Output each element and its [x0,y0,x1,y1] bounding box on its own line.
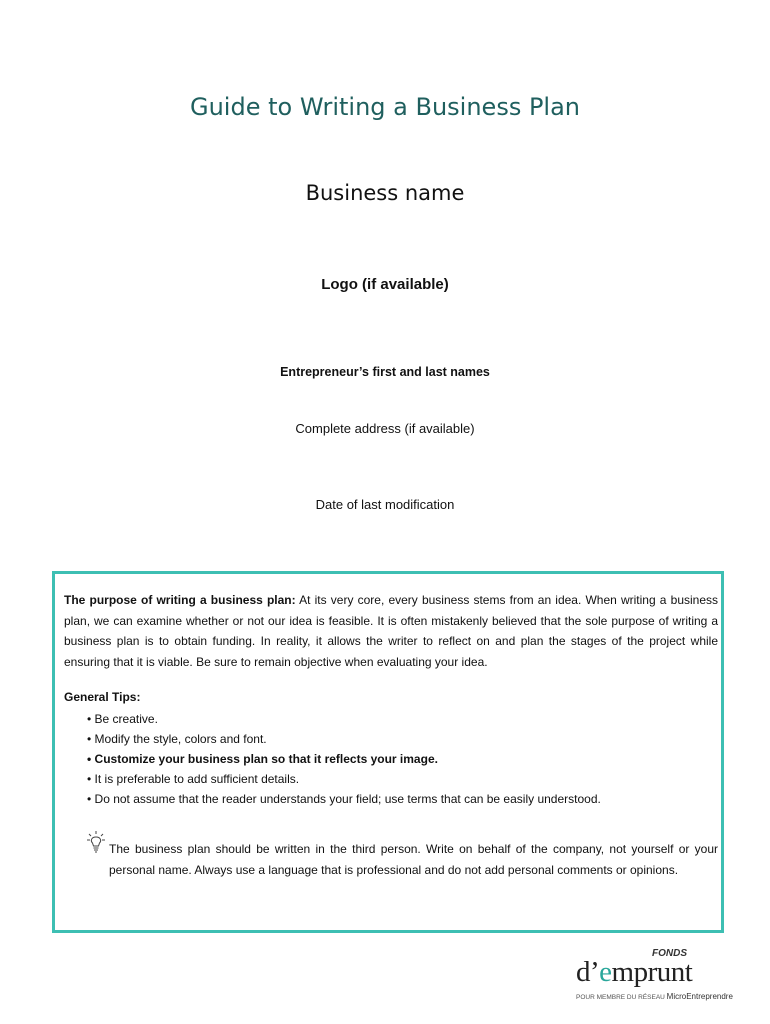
entrepreneur-names-placeholder: Entrepreneur’s first and last names [280,365,490,379]
business-name-placeholder: Business name [305,181,465,205]
brand-suffix: mprunt [611,956,693,988]
tip-item: • Be creative. [87,712,158,726]
fonds-demprunt-logo [572,948,733,1008]
modification-date-placeholder: Date of last modification [315,497,455,512]
brand-sub-me: MicroEntreprendre [666,992,733,1001]
logo-placeholder: Logo (if available) [321,276,449,293]
tip-item: • Modify the style, colors and font. [87,732,267,746]
brand-prefix: d’ [576,956,600,988]
lightbulb-icon [86,830,106,854]
document-title: Guide to Writing a Business Plan [189,93,581,121]
purpose-text: At its very core, every business stems from an idea. When writing a business plan, we can examine whether or not our idea is feasible. It is often mistakenly believed that the sole purpose of writing a business plan is to obtain funding. In reality, it allows the writer to reflect on and plan the stages of the project while ensuring that it is viable. Be sure to remain objective when evaluating your idea. [64,593,719,669]
brand-fonds-text: FONDS [652,948,687,959]
general-tips-heading: General Tips: [64,690,141,704]
address-placeholder: Complete address (if available) [295,421,475,436]
purpose-label: The purpose of writing a business plan: [64,593,296,607]
third-person-note: The business plan should be written in the third person. Write on behalf of the company, not yourself or your personal name. Always use a language that is professional and do not add personal comments or opinions. [109,842,718,877]
brand-e: e [599,956,612,988]
purpose-paragraph [64,590,718,672]
tip-item: • It is preferable to add sufficient details. [87,772,300,786]
tips-list [87,709,601,809]
brand-main-text [576,956,692,989]
tip-item: • Customize your business plan so that it reflects your image. [87,752,438,766]
tip-item: • Do not assume that the reader understands your field; use terms that can be easily understood. [87,792,601,806]
brand-subline [576,992,733,1001]
brand-sub-small: POUR MEMBRE DU RÉSEAU [576,994,667,1001]
